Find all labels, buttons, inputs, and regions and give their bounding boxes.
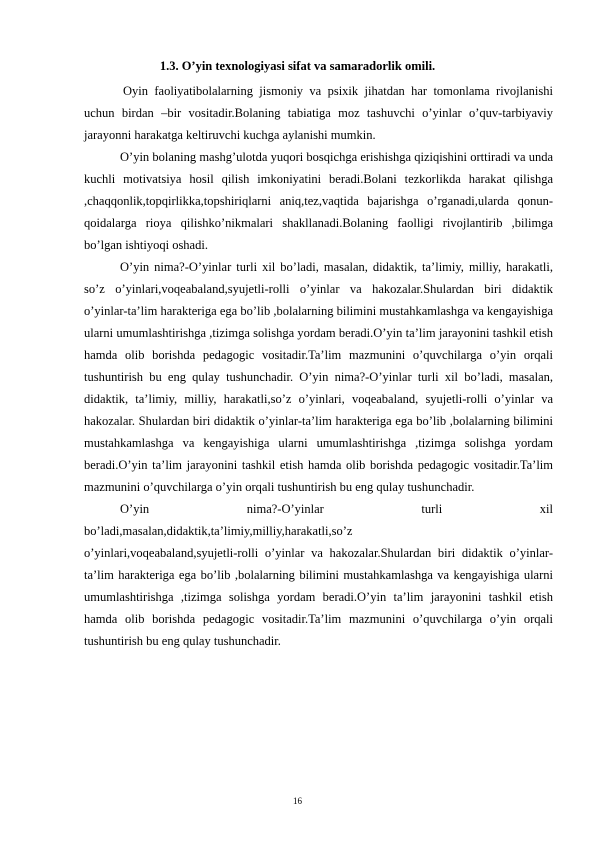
paragraph-4-line-2: bo’ladi,masalan,didaktik,ta’limiy,milliy,harakatli,so’z bbox=[84, 524, 353, 538]
body-text bbox=[84, 80, 553, 652]
paragraph-3: O’yin nima?-O’yinlar turli xil bo’ladi, masalan, didaktik, ta’limiy, milliy, harakatli, so’z o’yinlari,voqeabaland,syujetli-rolli o’yinlar va hakozalar.Shulardan biri didaktik o’yinlar-ta’lim harakteriga ega bo’lib ,bolalarning bilimini mustahkamlashga va kengayishiga ularni umumlashtirishga ,tizimga solishga yordam beradi.O’yin ta’lim jarayonini tashkil etish hamda olib borishda pedagogic vositadir.Ta’lim mazmunini o’quvchilarga o’yin orqali tushuntirish bu eng qulay tushunchadir. O’yin nima?-O’yinlar turli xil bo’ladi, masalan, didaktik, ta’limiy, milliy, harakatli,so’z o’yinlari, voqeabaland, syujetli-rolli o’yinlar va hakozalar. Shulardan biri didaktik o’yinlar-ta’lim harakteriga ega bo’lib ,bolalarning bilimini mustahkamlashga va kengayishiga ularni umumlashtirishga ,tizimga solishga yordam beradi.O’yin ta’lim jarayonini tashkil etish hamda olib borishda pedagogic vositadir.Ta’lim mazmunini o’quvchilarga o’yin orqali tushuntirish bu eng qulay tushunchadir. bbox=[84, 260, 553, 494]
paragraph-4-line-1: O’yin nima?-O’yinlar turli xil bbox=[120, 502, 553, 516]
section-title: 1.3. O’yin texnologiyasi sifat va samaradorlik omili. bbox=[159, 59, 436, 73]
page-number: 16 bbox=[293, 796, 302, 806]
paragraph-4-rest: o’yinlari,voqeabaland,syujetli-rolli o’yinlar va hakozalar.Shulardan biri didaktik o’yinlar-ta’lim harakteriga ega bo’lib ,bolalarning bilimini mustahkamlashga va kengayishiga ularni umumlashtirishga ,tizimga solishga yordam beradi.O’yin ta’lim jarayonini tashkil etish hamda olib borishda pedagogic vositadir.Ta’lim mazmunini o’quvchilarga o’yin orqali tushuntirish bu eng qulay tushunchadir. bbox=[84, 546, 553, 648]
paragraph-2: O’yin bolaning mashg’ulotda yuqori bosqichga erishishga qiziqishini orttiradi va unda kuchli motivatsiya hosil qilish imkoniyatini beradi.Bolani tezkorlikda harakat qilishga ,chaqqonlik,topqirlikka,topshiriqlarni aniq,tez,vaqtida bajarishga o’rganadi,ularda qonun-qoidalarga rioya qilishko’nikmalari shakllanadi.Bolaning faolligi rivojlantirib ,bilimga bo’lgan ishtiyoqi oshadi. bbox=[84, 150, 553, 252]
paragraph-1: Oyin faoliyatibolalarning jismoniy va psixik jihatdan har tomonlama rivojlanishi uchun birdan –bir vositadir.Bolaning tabiatiga moz tashuvchi o’yinlar o’quv-tarbiyaviy jarayonni harakatga keltiruvchi kuchga aylanishi mumkin. bbox=[84, 84, 553, 142]
